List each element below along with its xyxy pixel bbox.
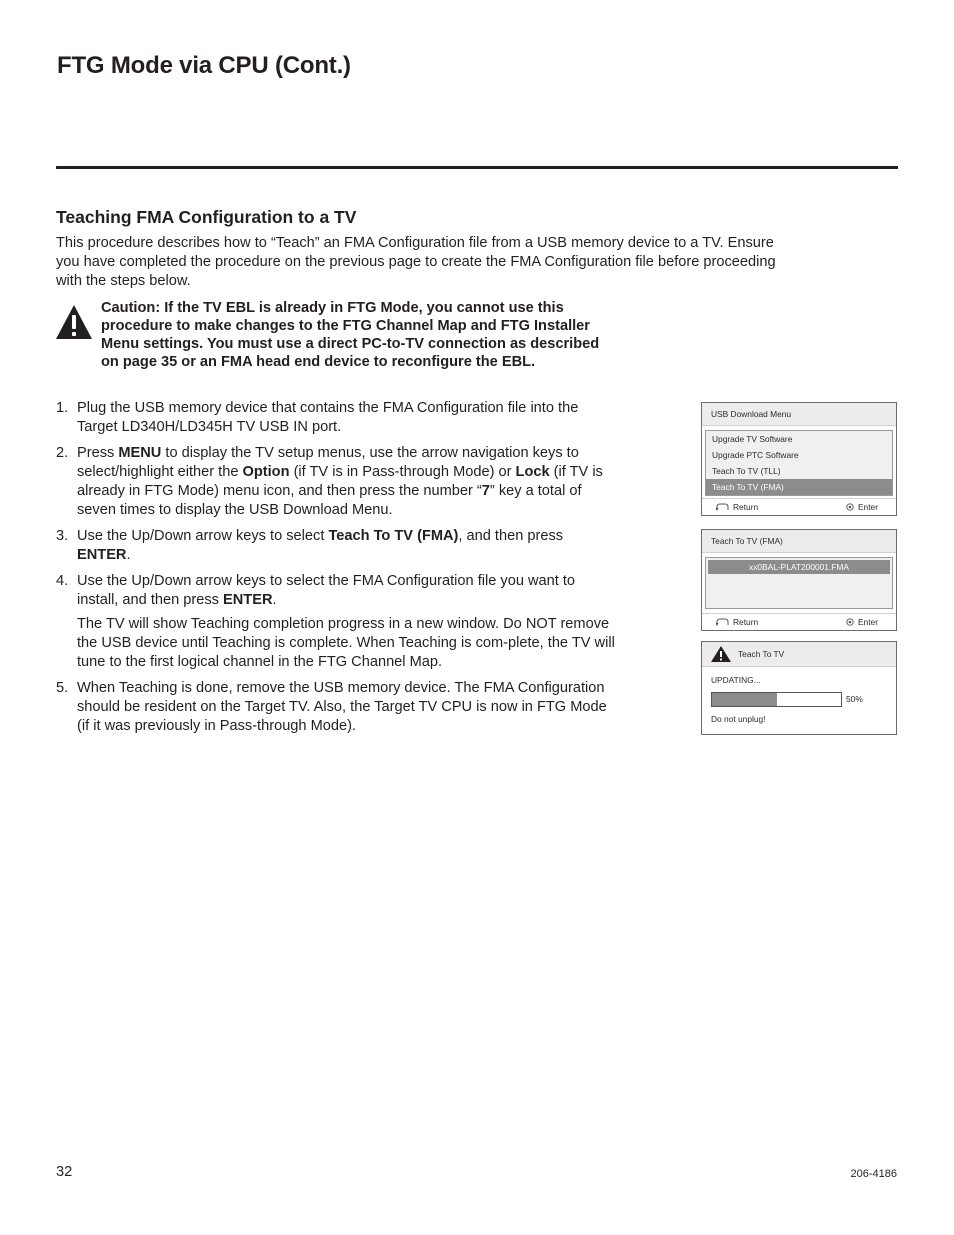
- key-seven: 7: [481, 483, 490, 499]
- step-5: [56, 679, 616, 736]
- step-2: [56, 444, 616, 520]
- status-text: UPDATING...: [711, 675, 761, 685]
- menu-item-upgrade-ptc[interactable]: Upgrade PTC Software: [712, 450, 799, 460]
- step-text: ” key a total of seven times to display the USB Download Menu.: [77, 483, 582, 518]
- progress-percent: 50%: [846, 694, 863, 704]
- step-text: , and then press: [458, 528, 564, 544]
- return-icon: [716, 618, 729, 626]
- file-item[interactable]: xx0BAL-PLAT200001.FMA: [708, 560, 890, 574]
- teach-progress-dialog: [701, 641, 897, 735]
- dialog-header: [702, 642, 896, 667]
- unplug-warning: Do not unplug!: [711, 714, 766, 724]
- key-enter: ENTER: [77, 547, 127, 563]
- enter-icon: [846, 503, 854, 511]
- menu-title: USB Download Menu: [702, 403, 896, 426]
- enter-label: Enter: [857, 617, 878, 627]
- intro-paragraph: This procedure describes how to “Teach” an FMA Configuration file from a USB memory device to a TV. Ensure you have completed the procedure on the previous page to create the FMA Configuration file before proceeding with the steps below.: [56, 235, 776, 289]
- key-enter: ENTER: [223, 592, 273, 608]
- doc-number: 206-4186: [850, 1168, 897, 1180]
- file-list: [705, 557, 893, 609]
- step-text: When Teaching is done, remove the USB memory device. The FMA Configuration should be resident on the Target TV. Also, the Target TV CPU is now in FTG Mode (if it was previously in Pass-through Mode).: [77, 680, 607, 734]
- page-title: FTG Mode via CPU (Cont.): [57, 52, 351, 79]
- step-number: 4.: [56, 573, 69, 589]
- progress-fill: [712, 693, 777, 706]
- caution-text: Caution: If the TV EBL is already in FTG Mode, you cannot use this procedure to make changes to the FTG Channel Map and FTG Installer Menu settings. You must use a direct PC-to-TV connection as described on page 35 or an FMA head end device to reconfigure the EBL.: [101, 300, 600, 370]
- warning-icon: [710, 645, 732, 663]
- step-list: [56, 399, 616, 743]
- step-text: Use the Up/Down arrow keys to select: [77, 528, 329, 544]
- step-number: 1.: [56, 400, 69, 416]
- enter-icon: [846, 618, 854, 626]
- dialog-title: Teach To TV: [738, 649, 785, 659]
- menu-list: [705, 430, 893, 496]
- enter-hint[interactable]: [846, 614, 878, 630]
- menu-item-ref: Teach To TV (FMA): [328, 528, 459, 544]
- step-4: [56, 572, 616, 672]
- step-text: (if TV is in Pass-through Mode) or: [289, 464, 516, 480]
- warning-triangle-icon: [55, 304, 93, 340]
- key-lock: Lock: [515, 464, 550, 480]
- step-text: Use the Up/Down arrow keys to select the FMA Configuration file you want to install, and then press: [77, 573, 576, 608]
- step-note: The TV will show Teaching completion progress in a new window. Do NOT remove the USB device until Teaching is complete. When Teaching is com-plete, the TV will tune to the first logical channel in the FTG Channel Map.: [77, 616, 615, 670]
- step-text: to display the TV setup menus, use the arrow navigation keys to select/highlight either the: [77, 445, 579, 480]
- key-option: Option: [242, 464, 290, 480]
- step-3: [56, 527, 616, 565]
- progress-bar: [711, 692, 842, 707]
- step-number: 5.: [56, 680, 69, 696]
- teach-fma-menu: [701, 529, 897, 631]
- menu-item-upgrade-tv[interactable]: Upgrade TV Software: [712, 434, 793, 444]
- key-menu: MENU: [118, 445, 162, 461]
- step-number: 2.: [56, 445, 69, 461]
- menu-footer: [702, 498, 896, 515]
- step-text: .: [272, 592, 277, 608]
- title-divider: [56, 166, 898, 169]
- return-hint[interactable]: [716, 499, 758, 515]
- section-heading: Teaching FMA Configuration to a TV: [56, 207, 357, 227]
- menu-title: Teach To TV (FMA): [702, 530, 896, 553]
- return-icon: [716, 503, 729, 511]
- step-text: .: [126, 547, 131, 563]
- step-text: Press: [77, 445, 119, 461]
- return-label: Return: [733, 617, 759, 627]
- return-label: Return: [733, 502, 759, 512]
- enter-label: Enter: [857, 502, 878, 512]
- return-hint[interactable]: [716, 614, 758, 630]
- step-text: (if TV is already in FTG Mode) menu icon, and then press the number “: [77, 464, 603, 499]
- menu-footer: [702, 613, 896, 630]
- menu-item-teach-tll[interactable]: Teach To TV (TLL): [712, 466, 781, 476]
- step-1: [56, 399, 616, 437]
- step-text: Plug the USB memory device that contains the FMA Configuration file into the Target LD340H/LD345H TV USB IN port.: [77, 400, 579, 435]
- usb-download-menu: [701, 402, 897, 516]
- enter-hint[interactable]: [846, 499, 878, 515]
- page-number: 32: [56, 1164, 73, 1180]
- step-number: 3.: [56, 528, 69, 544]
- menu-item-teach-fma[interactable]: Teach To TV (FMA): [706, 479, 892, 495]
